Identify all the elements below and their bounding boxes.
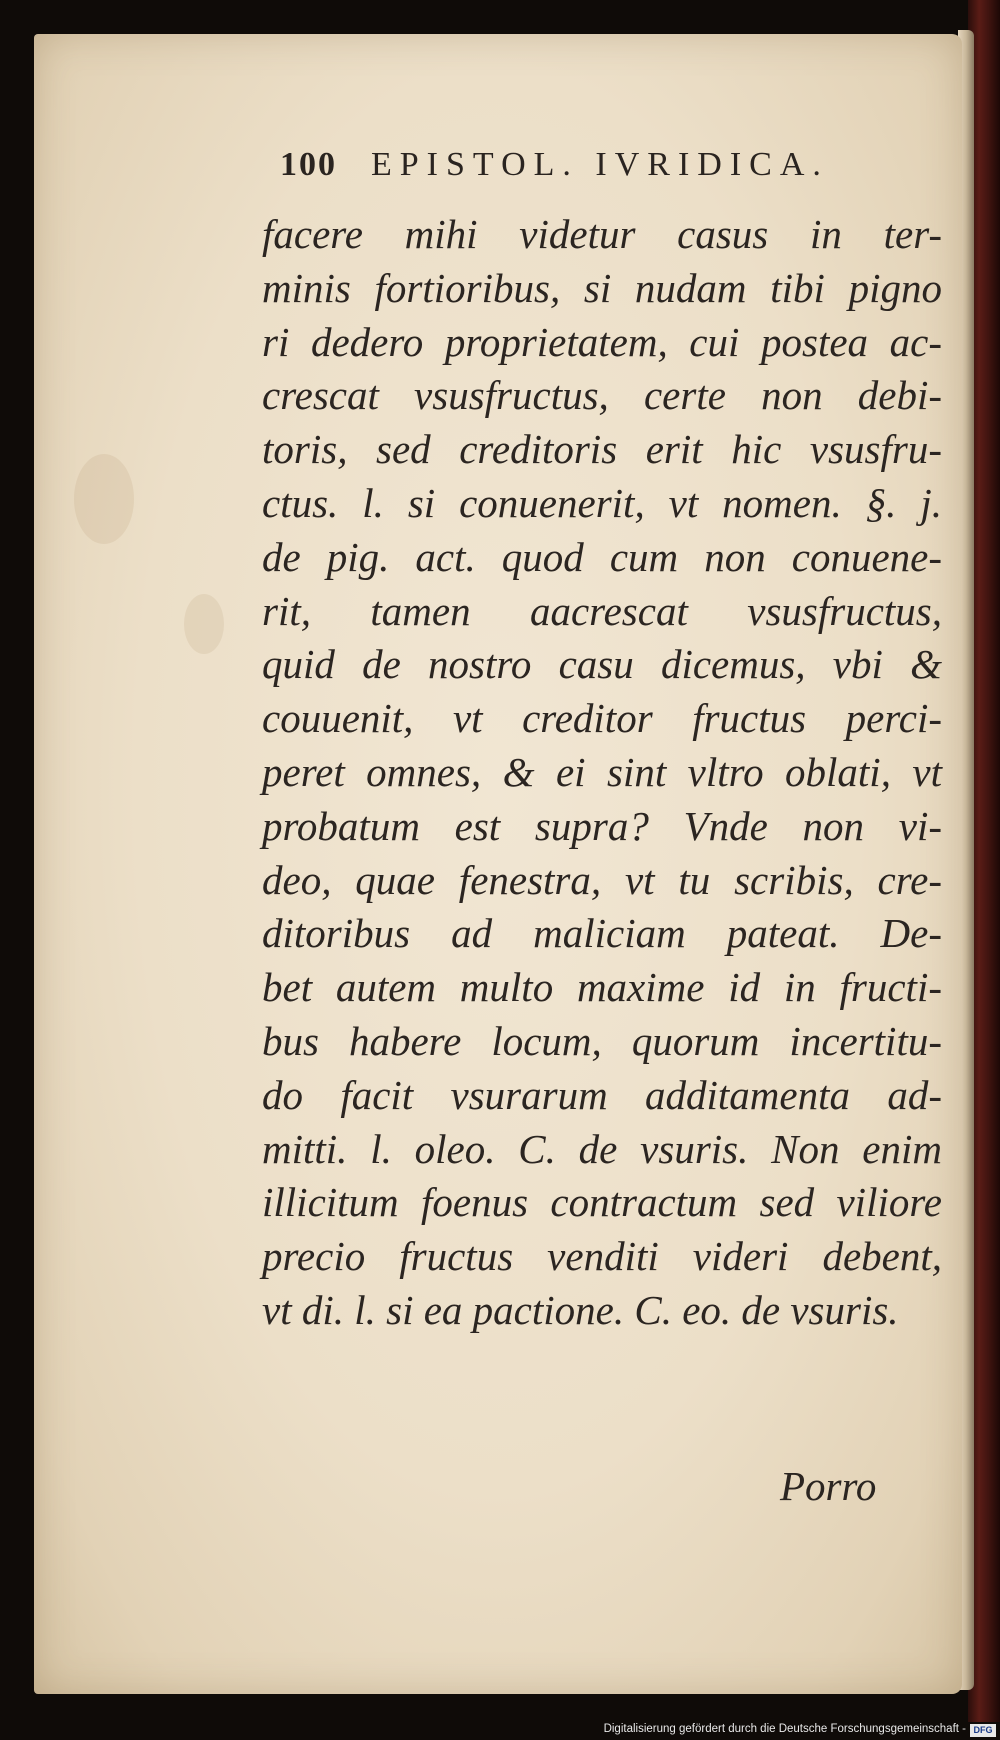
digitization-credit: Digitalisierung gefördert durch die Deutsche Forschungsgemeinschaft - (603, 1723, 966, 1735)
text-line: ditoribus ad maliciam pateat. De- (262, 910, 942, 957)
text-line: do facit vsurarum additamenta ad- (262, 1071, 942, 1118)
text-line: de pig. act. quod cum non conuene- (262, 533, 942, 580)
text-line: mitti. l. oleo. C. de vsuris. Non enim (262, 1125, 942, 1172)
text-line: probatum est supra? Vnde non vi- (262, 802, 942, 849)
text-line: vt di. l. si ea pactione. C. eo. de vsuris. (262, 1286, 899, 1333)
catchword: Porro (780, 1463, 877, 1509)
text-line: minis fortioribus, si nudam tibi pigno (262, 264, 942, 311)
text-line: toris, sed creditoris erit hic vsusfru- (262, 426, 942, 473)
text-line: deo, quae fenestra, vt tu scribis, cre- (262, 856, 942, 903)
body-text (262, 208, 942, 1338)
paper-stain (74, 454, 134, 544)
text-line: illicitum foenus contractum sed viliore (262, 1179, 942, 1226)
text-line: bet autem multo maxime id in fructi- (262, 964, 942, 1011)
text-line: crescat vsusfructus, certe non debi- (262, 372, 942, 419)
text-line: ctus. l. si conuenerit, vt nomen. §. j. (262, 479, 942, 526)
text-line: precio fructus venditi videri debent, (262, 1233, 942, 1280)
text-line: peret omnes, & ei sint vltro oblati, vt (262, 748, 942, 795)
text-line: quid de nostro casu dicemus, vbi & (262, 641, 942, 688)
running-title: EPISTOL. IVRIDICA. (371, 146, 829, 183)
text-line: couuenit, vt creditor fructus perci- (262, 695, 942, 742)
text-line: facere mihi videtur casus in ter- (262, 211, 942, 257)
running-head (280, 146, 880, 192)
text-line: rit, tamen aacrescat vsusfructus, (262, 587, 942, 634)
paper-stain (184, 594, 224, 654)
dfg-logo: DFG (970, 1724, 996, 1737)
page-number: 100 (280, 146, 337, 183)
text-line: ri dedero proprietatem, cui postea ac- (262, 318, 942, 365)
text-line: bus habere locum, quorum incertitu- (262, 1017, 942, 1064)
